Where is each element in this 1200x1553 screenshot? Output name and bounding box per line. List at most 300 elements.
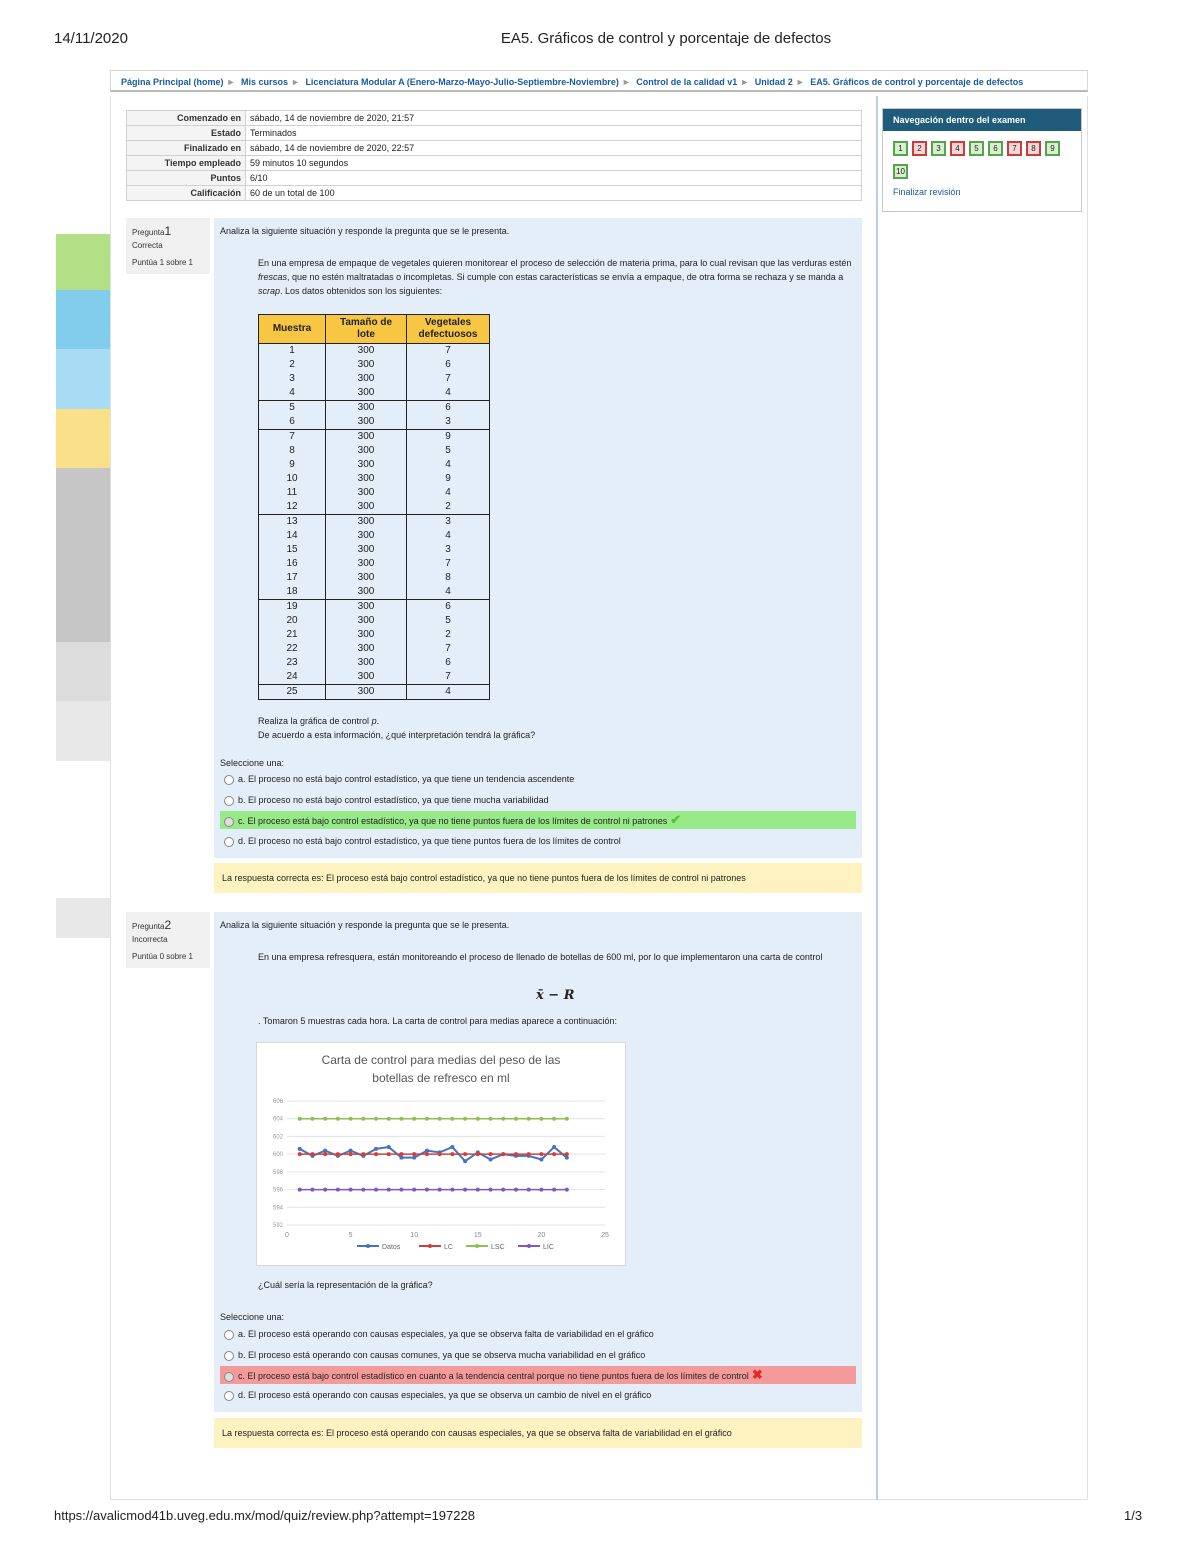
question-points: Puntúa 0 sobre 1 [132,952,193,961]
table-row [259,543,490,557]
question-prompt: ¿Cuál sería la representación de la gráfica? [258,1280,433,1290]
legend-label-lsc: LSC [491,1244,505,1251]
data-point-lsc [323,1117,327,1121]
table-cell: 300 [326,515,407,530]
chart-plot [257,1043,625,1265]
table-cell: 300 [326,401,407,416]
table-cell: 9 [259,458,326,472]
table-cell: 2 [259,358,326,372]
attempt-summary [126,110,862,201]
data-point-lic [565,1188,569,1192]
legend-label-lic: LIC [543,1244,554,1251]
table-cell: 4 [259,386,326,401]
table-row [259,386,490,401]
choice-a[interactable] [220,770,856,788]
color-band [56,409,110,468]
table-cell: 17 [259,571,326,585]
table-cell: 300 [326,656,407,670]
data-point-lic [399,1188,403,1192]
data-point-datos [298,1147,302,1151]
data-point-lc [501,1152,505,1156]
table-row [259,670,490,685]
radio-button[interactable] [224,796,234,806]
table-cell: 300 [326,685,407,700]
table-row [259,444,490,458]
table-cell: 300 [326,670,407,685]
table-cell: 6 [407,358,490,372]
choice-label: c. El proceso está bajo control estadístico en cuanto a la tendencia central porque no tiene puntos fuera de los límites de control [238,1371,749,1381]
data-point-lic [323,1188,327,1192]
color-band [56,290,110,349]
table-body [259,344,490,700]
data-point-lic [463,1188,467,1192]
data-point-lc [310,1152,314,1156]
question-prompt: De acuerdo a esta información, ¿qué interpretación tendrá la gráfica? [258,730,536,740]
data-point-lc [514,1152,518,1156]
breadcrumb-separator: ► [795,77,805,87]
data-point-lc [527,1152,531,1156]
table-row [259,571,490,585]
table-row [259,585,490,600]
data-point-datos [425,1149,429,1153]
summary-row-finished [127,141,862,156]
table-cell: 300 [326,529,407,543]
table-cell: 10 [259,472,326,486]
question-1-body [214,218,862,858]
table-cell: 5 [259,401,326,416]
x-tick-label: 10 [410,1232,419,1239]
data-point-lsc [425,1117,429,1121]
question-2-info [126,912,210,968]
column-header: Tamaño de lote [326,315,407,344]
data-point-lsc [489,1117,493,1121]
data-point-datos [565,1156,569,1160]
table-cell: 11 [259,486,326,500]
breadcrumb-my-courses[interactable]: Mis cursos [240,77,288,87]
table-cell: 300 [326,458,407,472]
table-row [259,529,490,543]
table-cell: 19 [259,600,326,615]
breadcrumb [110,70,1088,92]
table-cell: 21 [259,628,326,642]
table-cell: 6 [407,600,490,615]
table-cell: 3 [407,415,490,430]
data-point-datos [323,1149,327,1153]
question-1-info [126,218,210,274]
xbar-r-formula: x̄ − R [536,988,575,1003]
data-point-lc [387,1152,391,1156]
table-cell: 300 [326,430,407,445]
x-tick-label: 5 [348,1232,353,1239]
data-point-lc [552,1152,556,1156]
summary-value: 6/10 [246,171,862,186]
summary-label: Finalizado en [127,141,246,156]
table-cell: 4 [407,458,490,472]
question-scenario: En una empresa de empaque de vegetales quieren monitorear el proceso de selección de materia prima, para lo cual revisan que las verduras estén frescas, que no estén maltratadas o incompletas. Si cumple con estas características se envía a empaque, de otra forma se rechaza y se manda a scrap. Los datos obtenidos son los siguientes: [258,258,852,296]
legend-label-datos: Datos [382,1244,401,1251]
x-tick-label: 20 [537,1232,546,1239]
nav-question-1[interactable]: 1 [893,141,908,156]
breadcrumb-program[interactable]: Licenciatura Modular A (Enero-Marzo-Mayo-Julio-Septiembre-Noviembre) [305,77,619,87]
summary-value: 59 minutos 10 segundos [246,156,862,171]
question-points: Puntúa 1 sobre 1 [132,258,193,267]
data-point-lc [298,1152,302,1156]
color-band [56,468,110,642]
data-point-lsc [298,1117,302,1121]
nav-question-5[interactable]: 5 [969,141,984,156]
question-label: Pregunta [132,228,165,237]
radio-button-selected[interactable] [224,1372,234,1382]
data-point-lic [450,1188,454,1192]
table-cell: 300 [326,628,407,642]
table-cell: 300 [326,472,407,486]
table-row [259,600,490,615]
table-cell: 8 [259,444,326,458]
quiz-navigation-title: Navegación dentro del examen [883,109,1081,131]
nav-question-8[interactable]: 8 [1026,141,1041,156]
summary-row-time [127,156,862,171]
table-cell: 15 [259,543,326,557]
table-cell: 7 [407,557,490,571]
data-point-datos [387,1145,391,1149]
data-point-lic [298,1188,302,1192]
print-date: 14/11/2020 [54,30,128,47]
column-header: Muestra [259,315,326,344]
control-chart [256,1042,626,1266]
table-cell: 23 [259,656,326,670]
table-cell: 5 [407,614,490,628]
table-cell: 6 [407,656,490,670]
data-point-datos [374,1147,378,1151]
legend-marker-datos [366,1244,370,1248]
color-band [56,349,110,409]
table-cell: 300 [326,614,407,628]
print-url: https://avalicmod41b.uveg.edu.mx/mod/quiz/review.php?attempt=197228 [54,1508,475,1523]
data-point-datos [489,1157,493,1161]
legend-marker-lsc [475,1244,479,1248]
question-intro: Analiza la siguiente situación y responde la pregunta que se le presenta. [220,226,510,236]
table-cell: 9 [407,430,490,445]
choice-d[interactable] [220,832,856,850]
legend-marker-lic [527,1244,531,1248]
question-1-feedback: La respuesta correcta es: El proceso está bajo control estadístico, ya que no tiene puntos fuera de los límites de control ni patrones [214,863,862,893]
data-point-lic [527,1188,531,1192]
chart-title-line-2: botellas de refresco en ml [372,1071,510,1085]
data-point-lc [489,1152,493,1156]
breadcrumb-separator: ► [621,77,631,87]
data-point-datos [399,1156,403,1160]
x-tick-label: 25 [601,1232,609,1239]
summary-value: sábado, 14 de noviembre de 2020, 21:57 [246,111,862,126]
table-cell: 300 [326,600,407,615]
table-cell: 300 [326,500,407,515]
x-tick-label: 15 [473,1232,482,1239]
y-tick-label: 594 [272,1205,283,1212]
defects-data-table [258,314,490,700]
table-row [259,358,490,372]
table-cell: 22 [259,642,326,656]
choice-a[interactable] [220,1325,856,1343]
choice-c-selected[interactable] [220,1366,856,1384]
chart-title-line-1: Carta de control para medias del peso de las [321,1053,561,1067]
breadcrumb-separator: ► [226,77,236,87]
data-point-lic [374,1188,378,1192]
table-cell: 300 [326,358,407,372]
table-cell: 300 [326,486,407,500]
data-point-lsc [438,1117,442,1121]
x-tick-label: 0 [285,1232,289,1239]
table-row [259,515,490,530]
table-row [259,372,490,386]
table-cell: 7 [259,430,326,445]
table-cell: 4 [407,685,490,700]
color-band [56,898,110,938]
table-cell: 14 [259,529,326,543]
data-point-lic [336,1188,340,1192]
nav-question-7[interactable]: 7 [1007,141,1022,156]
radio-button[interactable] [224,837,234,847]
print-title: EA5. Gráficos de control y porcentaje de defectos [500,30,832,47]
check-icon: ✔ [670,812,682,827]
summary-value: Terminados [246,126,862,141]
table-row [259,656,490,670]
data-point-lsc [450,1117,454,1121]
radio-button[interactable] [224,1330,234,1340]
data-point-lic [489,1188,493,1192]
question-status: Incorrecta [132,935,168,944]
choice-d[interactable] [220,1386,856,1404]
nav-question-3[interactable]: 3 [931,141,946,156]
nav-question-4[interactable]: 4 [950,141,965,156]
data-point-lc [361,1152,365,1156]
data-point-lsc [514,1117,518,1121]
table-cell: 2 [407,628,490,642]
finish-review-link[interactable]: Finalizar revisión [893,187,961,197]
summary-row-state [127,126,862,141]
question-2-feedback: La respuesta correcta es: El proceso está operando con causas especiales, ya que se observa falta de variabilidad en el gráfico [214,1418,862,1448]
table-cell: 4 [407,386,490,401]
summary-label: Comenzado en [127,111,246,126]
table-cell: 300 [326,571,407,585]
nav-question-10[interactable]: 10 [893,164,908,179]
radio-button[interactable] [224,775,234,785]
y-tick-label: 592 [272,1223,283,1229]
nav-question-9[interactable]: 9 [1045,141,1060,156]
data-point-lc [425,1152,429,1156]
data-point-lic [438,1188,442,1192]
table-cell: 24 [259,670,326,685]
data-point-datos [450,1145,454,1149]
breadcrumb-separator: ► [291,77,300,87]
data-point-lc [438,1152,442,1156]
color-band [56,701,110,761]
data-point-lc [412,1152,416,1156]
table-cell: 9 [407,472,490,486]
table-cell: 300 [326,557,407,571]
question-2-body [214,912,862,1412]
color-band [56,234,110,290]
summary-row-points [127,171,862,186]
table-cell: 13 [259,515,326,530]
question-number: 1 [164,224,172,238]
summary-label: Tiempo empleado [127,156,246,171]
data-point-lsc [412,1117,416,1121]
table-cell: 300 [326,642,407,656]
data-point-lsc [387,1117,391,1121]
summary-value: 60 de un total de 100 [246,186,862,201]
data-point-lic [501,1188,505,1192]
table-row [259,458,490,472]
data-point-lc [323,1152,327,1156]
choice-label: a. El proceso no está bajo control estadístico, ya que tiene un tendencia ascendente [238,774,575,784]
table-cell: 300 [326,372,407,386]
data-point-lsc [501,1117,505,1121]
data-point-lsc [336,1117,340,1121]
data-point-lic [476,1188,480,1192]
data-point-lc [565,1152,569,1156]
breadcrumb-home[interactable]: Página Principal (home) [121,77,224,87]
data-point-datos [552,1145,556,1149]
breadcrumb-unit[interactable]: Unidad 2 [754,77,793,87]
data-point-lsc [527,1117,531,1121]
table-cell: 3 [407,543,490,557]
cross-icon: ✖ [751,1367,763,1382]
table-cell: 7 [407,642,490,656]
data-point-lsc [374,1117,378,1121]
table-cell: 7 [407,372,490,386]
column-header: Vegetales defectuosos [407,315,490,344]
table-row [259,344,490,359]
y-tick-label: 606 [272,1099,283,1105]
question-scenario-2: . Tomaron 5 muestras cada hora. La carta de control para medias aparece a continuación: [258,1016,618,1026]
print-page-number: 1/3 [1124,1508,1143,1523]
table-row [259,628,490,642]
table-row [259,500,490,515]
data-point-lc [349,1152,353,1156]
y-tick-label: 600 [272,1152,283,1159]
choice-label: d. El proceso no está bajo control estadístico, ya que tiene puntos fuera de los límites de control [238,836,621,846]
table-cell: 7 [407,670,490,685]
summary-row-grade [127,186,862,201]
table-cell: 3 [407,515,490,530]
table-cell: 25 [259,685,326,700]
data-point-lsc [361,1117,365,1121]
data-point-lic [539,1188,543,1192]
table-cell: 12 [259,500,326,515]
table-cell: 2 [407,500,490,515]
table-row [259,486,490,500]
data-point-lc [374,1152,378,1156]
summary-value: sábado, 14 de noviembre de 2020, 22:57 [246,141,862,156]
data-point-lic [387,1188,391,1192]
table-row [259,401,490,416]
question-instruction: Realiza la gráfica de control p. [258,716,380,726]
data-point-lc [450,1152,454,1156]
nav-question-2[interactable]: 2 [912,141,927,156]
data-point-lsc [463,1117,467,1121]
table-cell: 8 [407,571,490,585]
choice-b[interactable] [220,1346,856,1364]
table-cell: 300 [326,386,407,401]
radio-button[interactable] [224,1391,234,1401]
choice-label: d. El proceso está operando con causas especiales, ya que se observa un cambio de nivel en el gráfico [238,1390,652,1400]
summary-row-started [127,111,862,126]
sidebar-divider [876,96,878,1500]
summary-label: Estado [127,126,246,141]
data-point-lsc [552,1117,556,1121]
y-tick-label: 596 [272,1187,283,1194]
y-tick-label: 604 [272,1116,283,1123]
radio-button[interactable] [224,1351,234,1361]
table-row [259,430,490,445]
summary-label: Puntos [127,171,246,186]
legend-marker-lc [428,1244,432,1248]
table-row [259,614,490,628]
breadcrumb-activity[interactable]: EA5. Gráficos de control y porcentaje de defectos [810,77,1024,87]
data-point-lic [552,1188,556,1192]
breadcrumb-separator: ► [740,77,750,87]
table-row [259,472,490,486]
breadcrumb-course[interactable]: Control de la calidad v1 [636,77,738,87]
table-row [259,557,490,571]
data-point-lic [349,1188,353,1192]
data-point-lsc [539,1117,543,1121]
summary-label: Calificación [127,186,246,201]
data-point-lic [425,1188,429,1192]
data-point-datos [412,1156,416,1160]
data-point-lc [336,1152,340,1156]
table-cell: 4 [407,585,490,600]
table-cell: 20 [259,614,326,628]
table-row [259,685,490,700]
table-cell: 5 [407,444,490,458]
question-number: 2 [164,918,172,932]
table-cell: 6 [407,401,490,416]
table-cell: 1 [259,344,326,359]
choice-label: b. El proceso está operando con causas comunes, ya que se observa mucha variabilidad en el gráfico [238,1350,646,1360]
choice-label: a. El proceso está operando con causas especiales, ya que se observa falta de variabilidad en el gráfico [238,1329,654,1339]
data-point-lic [412,1188,416,1192]
question-scenario: En una empresa refresquera, están monitoreando el proceso de llenado de botellas de 600 ml, por lo que implementaron una carta de control [258,952,823,962]
data-point-lc [539,1152,543,1156]
table-cell: 3 [259,372,326,386]
choice-b[interactable] [220,791,856,809]
table-cell: 18 [259,585,326,600]
data-point-datos [539,1157,543,1161]
data-point-lic [361,1188,365,1192]
data-point-lic [310,1188,314,1192]
color-band [56,642,110,701]
radio-button-selected[interactable] [224,817,234,827]
legend-label-lc: LC [444,1244,453,1251]
data-point-lsc [565,1117,569,1121]
question-status: Correcta [132,241,163,250]
data-point-lsc [476,1117,480,1121]
choice-c-selected[interactable] [220,811,856,829]
table-cell: 300 [326,415,407,430]
table-cell: 16 [259,557,326,571]
data-point-lic [514,1188,518,1192]
question-label: Pregunta [132,922,165,931]
table-cell: 7 [407,344,490,359]
table-cell: 300 [326,444,407,458]
data-point-datos [463,1159,467,1163]
table-cell: 300 [326,543,407,557]
choice-label: b. El proceso no está bajo control estadístico, ya que tiene mucha variabilidad [238,795,549,805]
nav-question-6[interactable]: 6 [988,141,1003,156]
question-intro: Analiza la siguiente situación y responde la pregunta que se le presenta. [220,920,510,930]
data-point-lc [476,1152,480,1156]
